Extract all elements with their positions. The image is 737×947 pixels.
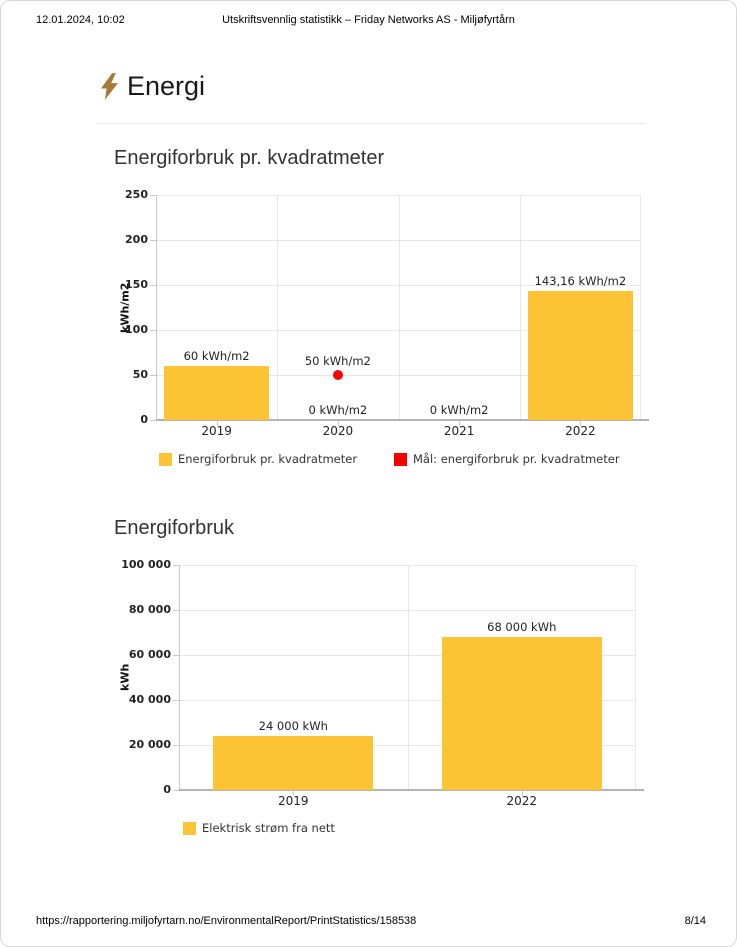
x-axis-category-label: 2019 xyxy=(277,794,309,808)
section-divider xyxy=(96,123,645,124)
chart-title: Energiforbruk pr. kvadratmeter xyxy=(114,147,385,169)
gridline-vertical xyxy=(640,195,641,420)
legend-label: Energiforbruk pr. kvadratmeter xyxy=(178,452,358,466)
legend-label: Elektrisk strøm fra nett xyxy=(202,821,335,835)
footer-url: https://rapportering.miljofyrtarn.no/EnvironmentalReport/PrintStatistics/158538 xyxy=(36,915,417,927)
x-axis-category-label: 2022 xyxy=(565,424,596,438)
lightning-bolt-icon xyxy=(101,73,118,100)
y-axis-tick-label: 50 xyxy=(132,368,148,381)
energy-section-heading xyxy=(101,71,205,102)
y-axis-line xyxy=(156,195,157,420)
bar-value-label: 0 kWh/m2 xyxy=(308,403,368,417)
legend-label: Mål: energiforbruk pr. kvadratmeter xyxy=(413,452,620,466)
target-point xyxy=(333,370,343,380)
bar-value-label: 68 000 kWh xyxy=(487,620,557,634)
y-axis-tick-label: 60 000 xyxy=(128,648,171,661)
section-title: Energi xyxy=(127,71,206,101)
point-value-label: 50 kWh/m2 xyxy=(304,354,371,368)
x-axis-category-label: 2022 xyxy=(506,794,538,808)
chart-title: Energiforbruk xyxy=(114,517,235,539)
legend-item-consumption xyxy=(159,452,357,466)
y-axis-title: kWh xyxy=(118,663,132,692)
legend-swatch-yellow xyxy=(183,822,196,835)
x-axis-category-label: 2020 xyxy=(322,424,354,438)
y-axis-tick-label: 100 000 xyxy=(121,558,171,571)
y-axis-tick-label: 100 xyxy=(125,323,148,336)
gridline-vertical xyxy=(635,565,636,790)
chart-energy-per-sqm xyxy=(114,147,654,482)
legend-swatch-yellow xyxy=(159,453,172,466)
y-axis-line xyxy=(179,565,180,790)
y-axis-tick-label: 0 xyxy=(163,783,171,796)
bar-value-label: 60 kWh/m2 xyxy=(183,349,250,363)
y-axis-tick-label: 80 000 xyxy=(128,603,171,616)
bar-2019 xyxy=(164,366,269,420)
document-header-title: Utskriftsvennlig statistikk – Friday Networks AS - Miljøfyrtårn xyxy=(222,14,515,26)
bar-value-label: 24 000 kWh xyxy=(258,719,328,733)
y-axis-tick-label: 0 xyxy=(140,413,148,426)
footer-page-number: 8/14 xyxy=(684,915,706,927)
chart-energy-total xyxy=(114,517,654,852)
print-datetime: 12.01.2024, 10:02 xyxy=(36,14,125,26)
x-axis-category-label: 2021 xyxy=(443,424,475,438)
gridline-vertical xyxy=(408,565,409,790)
chart-legend xyxy=(156,452,641,472)
bar-value-label: 0 kWh/m2 xyxy=(429,403,489,417)
legend-swatch-red xyxy=(394,453,407,466)
bar-value-label: 143,16 kWh/m2 xyxy=(534,274,627,289)
y-axis-tick-label: 150 xyxy=(125,278,148,291)
gridline-vertical xyxy=(520,195,521,420)
chart-legend xyxy=(179,821,636,841)
y-axis-tick-label: 40 000 xyxy=(128,693,171,706)
bar-2019 xyxy=(213,736,373,790)
bar-2022 xyxy=(528,291,633,420)
plot-area xyxy=(121,558,636,808)
legend-item-grid-electricity xyxy=(183,821,335,835)
y-axis-title: kWh/m2 xyxy=(118,282,132,333)
y-axis-tick-label: 250 xyxy=(125,188,148,201)
bar-2022 xyxy=(442,637,602,790)
legend-item-target xyxy=(394,452,620,466)
y-axis-tick-label: 20 000 xyxy=(128,738,171,751)
x-axis-category-label: 2019 xyxy=(201,424,232,438)
gridline-vertical xyxy=(399,195,400,420)
gridline-vertical xyxy=(277,195,278,420)
plot-area xyxy=(125,188,641,438)
y-axis-tick-label: 200 xyxy=(125,233,148,246)
